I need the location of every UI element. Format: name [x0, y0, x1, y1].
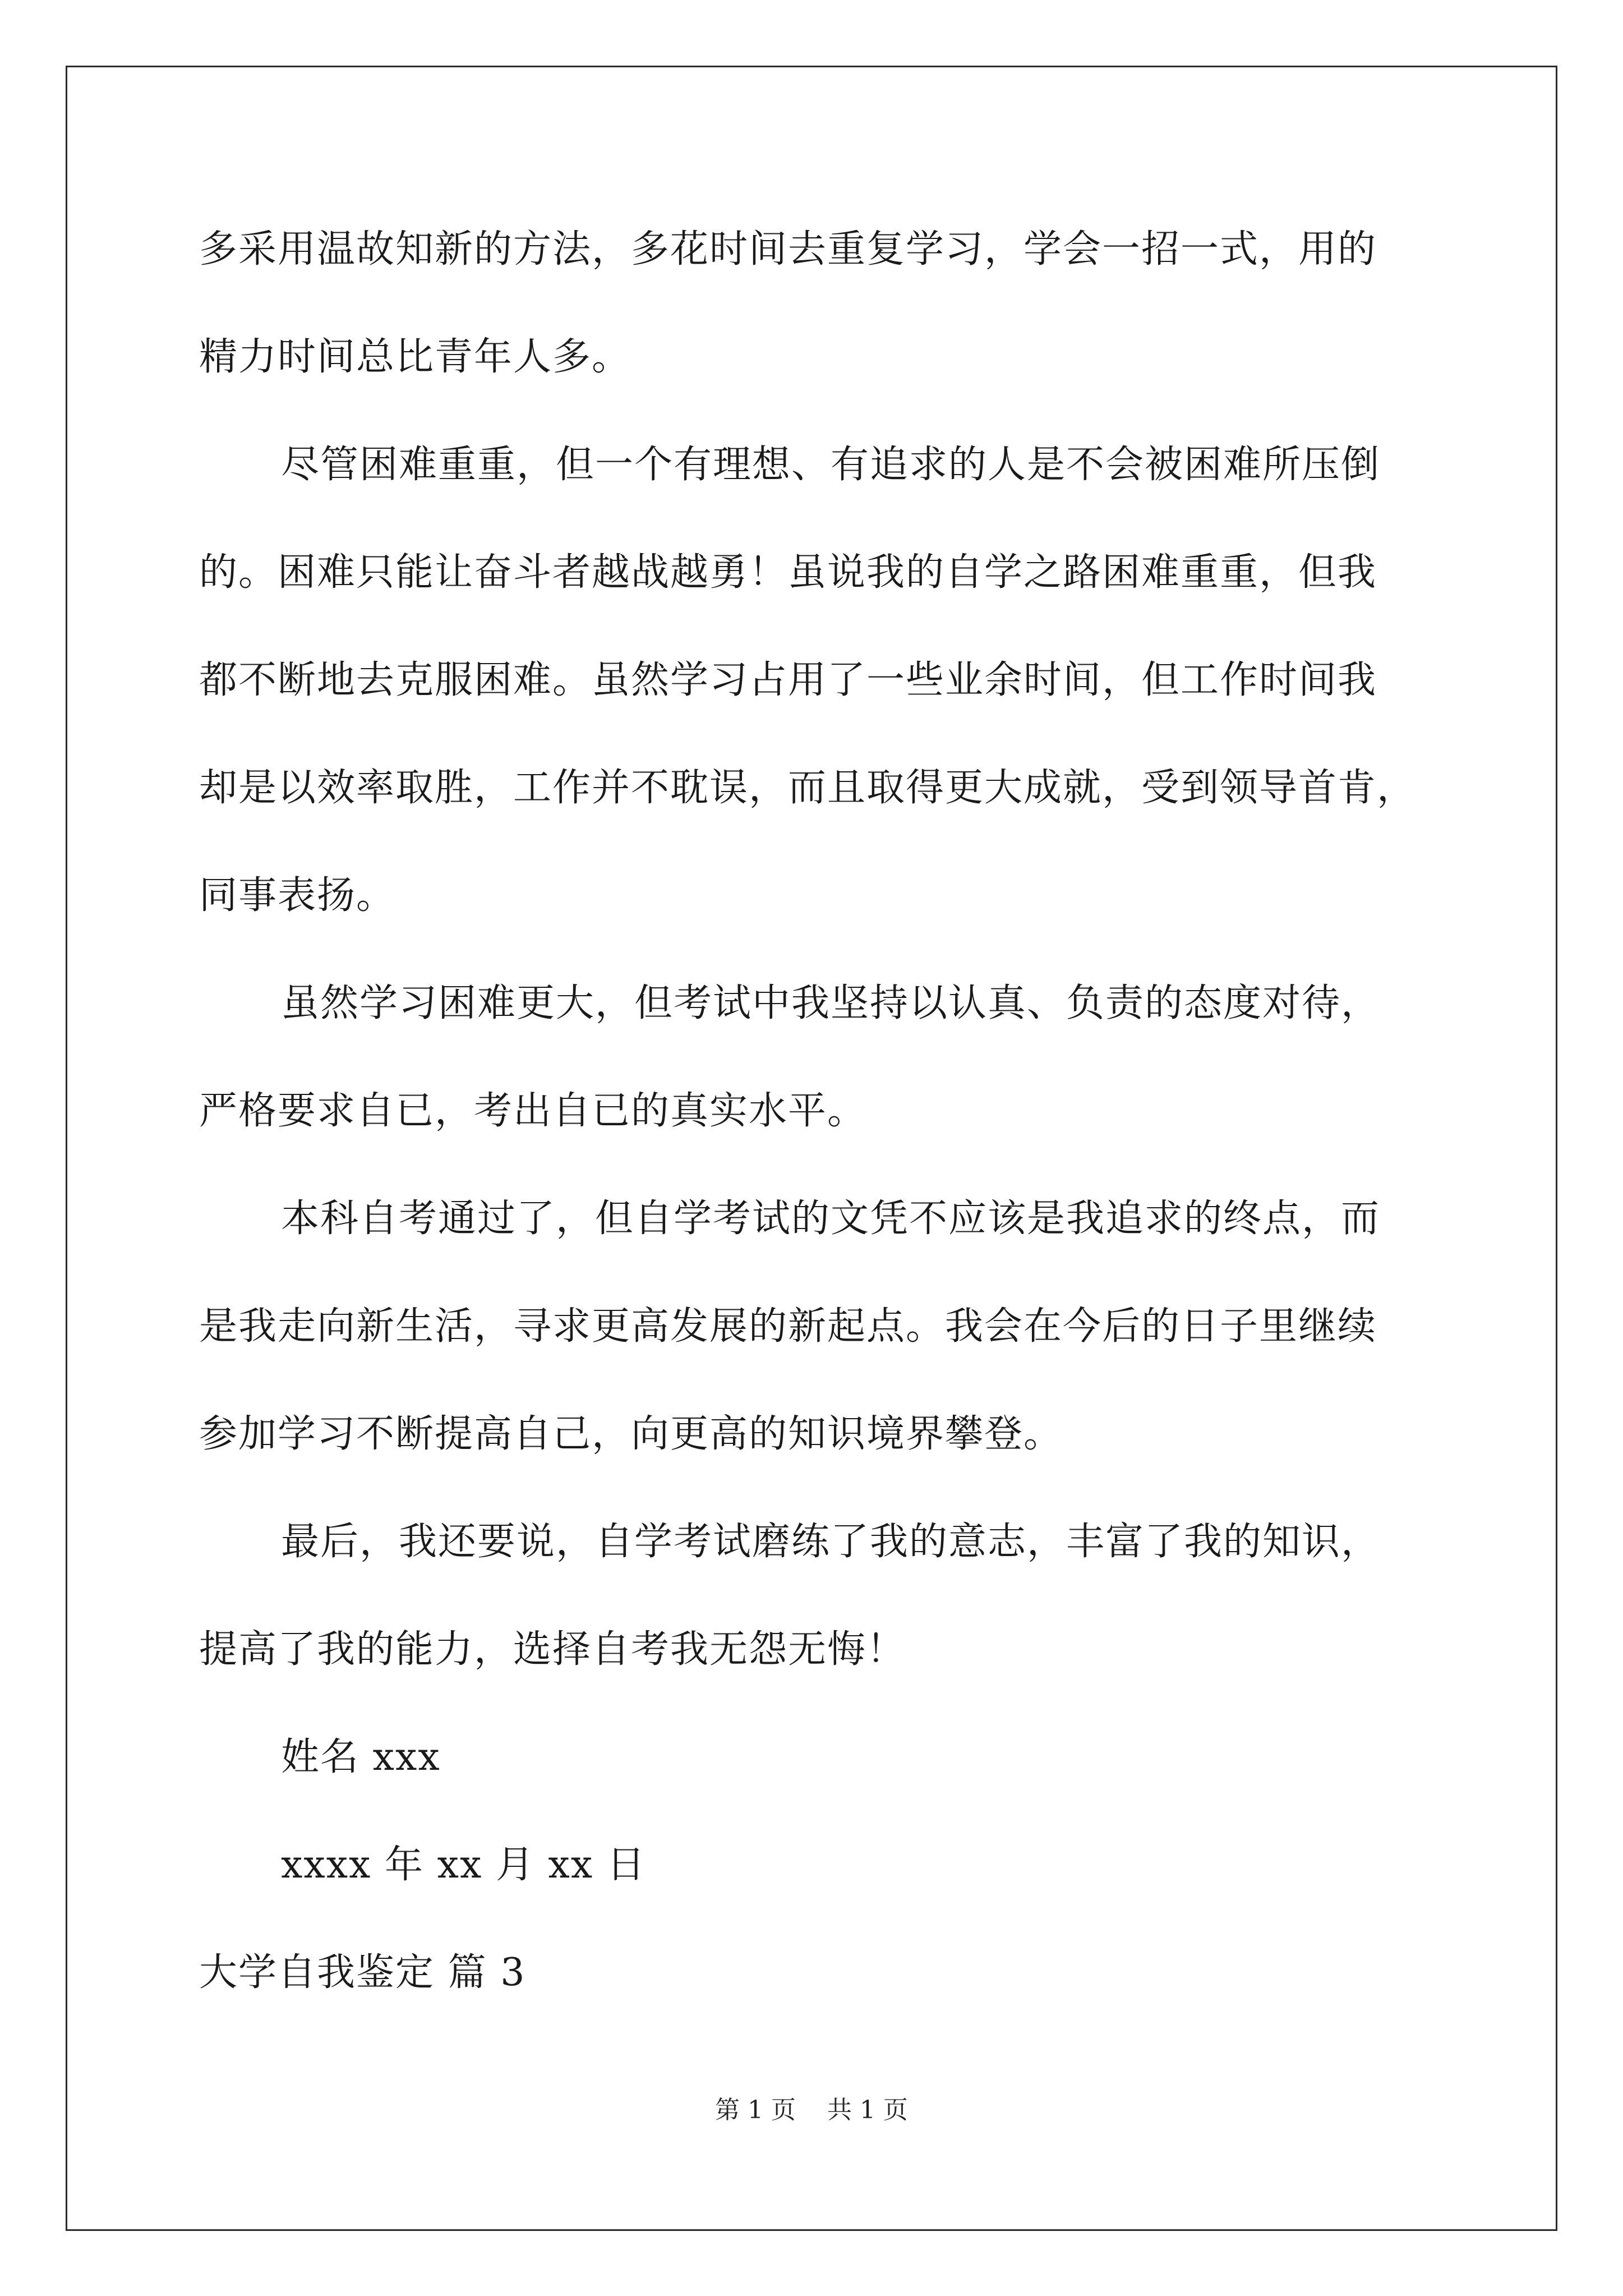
signature-date: xxxx 年 xx 月 xx 日	[281, 1843, 646, 1887]
body-line: 多采用温故知新的方法，多花时间去重复学习，学会一招一式，用的	[199, 227, 1377, 272]
body-line: 是我走向新生活，寻求更高发展的新起点。我会在今后的日子里继续	[199, 1304, 1377, 1349]
body-line: 都不断地去克服困难。虽然学习占用了一些业余时间，但工作时间我	[199, 658, 1377, 702]
page-number: 第 1 页	[715, 2096, 796, 2124]
paragraph-start-line: 尽管困难重重，但一个有理想、有追求的人是不会被困难所压倒	[281, 443, 1381, 487]
document-body	[199, 208, 1455, 2032]
section-heading: 大学自我鉴定 篇 3	[199, 1950, 526, 1995]
signature-name: 姓名 xxx	[281, 1735, 441, 1779]
body-line: 却是以效率取胜，工作并不耽误，而且取得更大成就，受到领导首肯，	[199, 766, 1417, 810]
body-line: 提高了我的能力，选择自考我无怨无悔！	[199, 1627, 906, 1672]
body-line: 同事表扬。	[199, 873, 396, 918]
body-line: 参加学习不断提高自己，向更高的知识境界攀登。	[199, 1412, 1063, 1456]
paragraph-start-line: 虽然学习困难更大，但考试中我坚持以认真、负责的态度对待，	[281, 981, 1381, 1025]
body-line: 精力时间总比青年人多。	[199, 335, 631, 379]
body-line: 的。困难只能让奋斗者越战越勇！虽说我的自学之路困难重重，但我	[199, 550, 1377, 595]
page-footer	[0, 2093, 1623, 2127]
paragraph-start-line: 最后，我还要说，自学考试磨练了我的意志，丰富了我的知识，	[281, 1520, 1381, 1564]
page-total: 共 1 页	[827, 2096, 908, 2124]
paragraph-start-line: 本科自考通过了，但自学考试的文凭不应该是我追求的终点，而	[281, 1197, 1381, 1241]
body-line: 严格要求自已，考出自已的真实水平。	[199, 1089, 867, 1133]
